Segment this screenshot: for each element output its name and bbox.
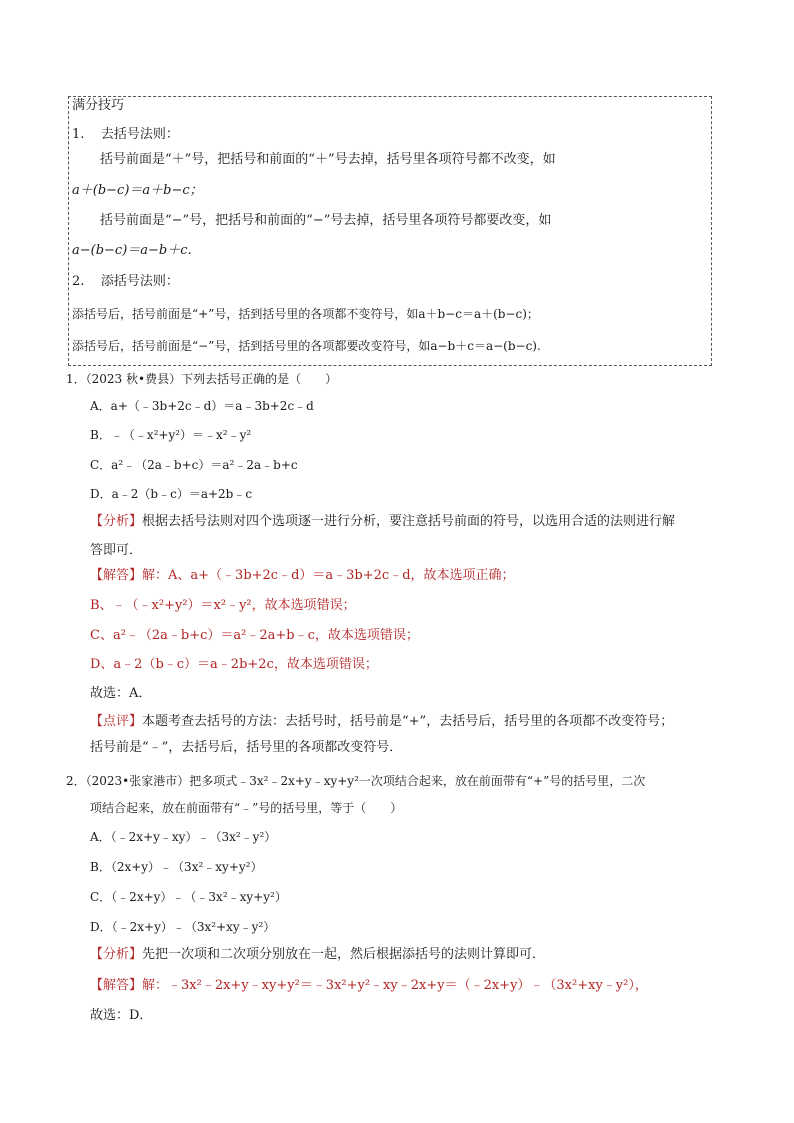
q2-option-c: C．（﹣2x+y）﹣（﹣3x²﹣xy+y²） — [90, 890, 287, 904]
tips-rule3-text: 添括号后，括号前面是“+”号，括到括号里的各项都不变符号，如a＋b−c＝a＋(b−c)； — [72, 307, 539, 321]
tips-rule4-text: 添括号后，括号前面是“−”号，括到括号里的各项都要改变符号，如a−b＋c＝a−(b−c). — [72, 339, 541, 353]
q1-comment — [90, 714, 673, 730]
q1-comment-text: 本题考查去括号的方法：去括号时，括号前是“+”，去括号后，括号里的各项都不改变符号； — [142, 714, 674, 729]
q1-answer-d: D、a﹣2（b﹣c）＝a﹣2b+2c，故本选项错误； — [90, 657, 378, 672]
tips-item1-label: 1. 去括号法则： — [72, 127, 179, 142]
q2-option-a: A．（﹣2x+y﹣xy）﹣（3x²﹣y²） — [90, 830, 277, 844]
q2-stem-line1: 2．（2023•张家港市）把多项式﹣3x²﹣2x+y﹣xy+y²一次项结合起来，放在前面带有“+”号的括号里，二次 — [66, 774, 646, 788]
q1-answer — [90, 568, 515, 584]
tips-rule2-example: a−(b−c)＝a−b＋c. — [72, 243, 192, 258]
tips-rule2-text: 括号前面是“−”号，把括号和前面的“−”号去掉，括号里各项符号都要改变，如 — [100, 213, 552, 228]
q2-answer-text: 解：﹣3x²﹣2x+y﹣xy+y²＝﹣3x²+y²﹣xy﹣2x+y＝（﹣2x+y）﹣（3x²+xy﹣y²）， — [142, 978, 648, 993]
q1-analysis-cont: 答即可． — [90, 543, 143, 558]
q1-answer-tag: 【解答】 — [90, 568, 143, 583]
tips-rule1-example: a＋(b−c)＝a＋b−c； — [72, 183, 203, 198]
tips-rule1-text: 括号前面是“＋”号，把括号和前面的“＋”号去掉，括号里各项符号都不改变，如 — [100, 152, 556, 167]
q2-option-d: D．（﹣2x+y）﹣（3x²+xy﹣y²） — [90, 920, 276, 934]
q2-stem-line2: 项结合起来，放在前面带有“﹣”号的括号里，等于（ ） — [90, 801, 403, 815]
q2-choice: 故选：D． — [90, 1008, 153, 1023]
q1-option-d: D．a﹣2（b﹣c）＝a+2b﹣c — [90, 487, 253, 501]
q1-comment-tag: 【点评】 — [90, 714, 143, 729]
q1-stem: 1．（2023 秋•费县）下列去括号正确的是（ ） — [66, 372, 338, 386]
q1-analysis-text: 根据去括号法则对四个选项逐一进行分析，要注意括号前面的符号，以选用合适的法则进行解 — [142, 514, 676, 529]
tips-title: 满分技巧 — [72, 98, 125, 113]
q2-analysis — [90, 947, 545, 963]
q1-answer-c: C、a²﹣（2a﹣b+c）＝a²﹣2a+b﹣c，故本选项错误； — [90, 628, 419, 643]
q2-analysis-tag: 【分析】 — [90, 947, 143, 962]
q2-answer-tag: 【解答】 — [90, 978, 143, 993]
q1-answer-a: 解：A、a+（﹣3b+2c﹣d）＝a﹣3b+2c﹣d，故本选项正确； — [142, 568, 515, 583]
q1-analysis-tag: 【分析】 — [90, 514, 143, 529]
q2-answer — [90, 978, 648, 994]
q1-option-c: C．a²﹣（2a﹣b+c）＝a²﹣2a﹣b+c — [90, 458, 298, 472]
q2-analysis-text: 先把一次项和二次项分别放在一起，然后根据添括号的法则计算即可． — [142, 947, 546, 962]
q1-choice: 故选：A． — [90, 686, 152, 701]
q1-answer-b: B、﹣（﹣x²+y²）＝x²﹣y²，故本选项错误； — [90, 598, 356, 613]
q1-option-b: B．﹣（﹣x²+y²）＝﹣x²﹣y² — [90, 428, 252, 442]
q1-analysis — [90, 514, 675, 530]
q1-option-a: A．a+（﹣3b+2c﹣d）＝a﹣3b+2c﹣d — [90, 399, 314, 413]
q1-comment-cont: 括号前是“﹣”，去括号后，括号里的各项都改变符号． — [90, 740, 403, 755]
q2-option-b: B．（2x+y）﹣（3x²﹣xy+y²） — [90, 860, 263, 874]
tips-item2-label: 2. 添括号法则： — [72, 274, 179, 289]
